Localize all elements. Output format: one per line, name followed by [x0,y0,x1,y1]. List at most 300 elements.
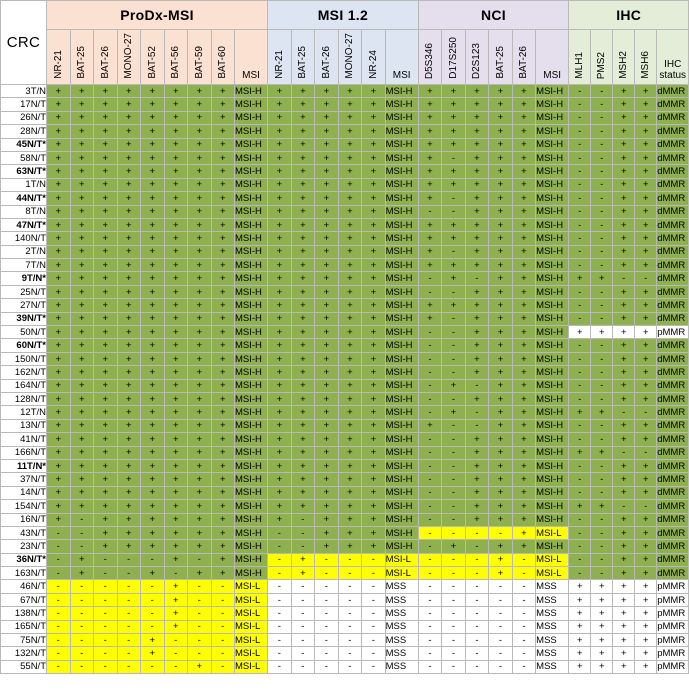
p-marker-cell: + [94,352,118,365]
n-marker-cell: + [512,125,536,138]
table-row [1,98,689,111]
m-marker-header [338,30,362,85]
p-marker-cell: + [188,165,212,178]
p-marker-cell: + [141,446,165,459]
m-marker-cell: + [291,312,315,325]
i-result-cell: dMMR [657,433,689,446]
i-marker-header [569,30,591,85]
n-result-cell: MSI-H [536,366,569,379]
i-marker-cell: + [635,379,657,392]
p-marker-cell: - [164,567,188,580]
n-marker-cell: - [512,634,536,647]
i-result-cell: pMMR [657,634,689,647]
n-marker-cell: - [418,205,442,218]
n-result-cell: MSS [536,593,569,606]
m-marker-cell: + [338,446,362,459]
m-marker-cell: - [291,513,315,526]
n-result-cell: MSI-H [536,419,569,432]
n-marker-cell: + [442,125,466,138]
m-marker-cell: + [338,98,362,111]
p-marker-cell: + [47,312,71,325]
n-result-cell: MSI-H [536,500,569,513]
m-marker-cell: + [338,326,362,339]
n-result-cell: MSI-H [536,446,569,459]
i-marker-cell: + [613,299,635,312]
i-marker-cell: - [591,553,613,566]
p-result-cell: MSI-L [235,620,268,633]
p-marker-cell: + [70,98,94,111]
m-marker-cell: + [338,285,362,298]
m-marker-cell: + [268,312,292,325]
m-marker-cell: + [315,125,339,138]
m-marker-cell: + [291,473,315,486]
m-result-cell: MSS [385,647,418,660]
n-marker-cell: - [489,660,513,673]
i-marker-cell: + [613,459,635,472]
m-marker-cell: + [362,259,386,272]
n-marker-cell: - [418,540,442,553]
n-marker-cell: + [512,259,536,272]
p-marker-cell: - [94,660,118,673]
n-result-header [536,30,569,85]
p-marker-cell: + [94,259,118,272]
crc-sample-id: 154N/T [1,500,47,513]
n-marker-cell: + [512,540,536,553]
i-marker-cell: + [635,607,657,620]
p-result-cell: MSI-H [235,459,268,472]
m-marker-cell: + [291,459,315,472]
i-marker-cell: + [613,607,635,620]
n-marker-cell: + [489,218,513,231]
p-marker-cell: + [94,111,118,124]
n-marker-cell: + [442,111,466,124]
result-label: IHC status [659,59,687,81]
i-marker-cell: - [591,540,613,553]
n-marker-cell: + [489,473,513,486]
n-marker-cell: - [418,593,442,606]
n-marker-cell: + [442,138,466,151]
n-marker-cell: - [465,580,489,593]
p-marker-cell: + [70,205,94,218]
p-marker-cell: + [94,245,118,258]
m-result-cell: MSI-H [385,459,418,472]
p-marker-cell: + [188,192,212,205]
table-row [1,138,689,151]
n-marker-cell: - [442,593,466,606]
m-marker-cell: + [338,459,362,472]
n-marker-cell: + [512,178,536,191]
m-marker-cell: + [338,473,362,486]
p-marker-cell: + [94,540,118,553]
n-marker-cell: + [489,205,513,218]
i-marker-cell: + [613,620,635,633]
p-marker-cell: + [188,205,212,218]
marker-label: MSH6 [640,51,652,79]
m-result-cell: MSS [385,660,418,673]
p-marker-cell: + [47,125,71,138]
n-result-cell: MSI-H [536,352,569,365]
n-marker-cell: - [418,526,442,539]
p-marker-cell: + [164,459,188,472]
p-marker-cell: - [47,540,71,553]
m-marker-cell: + [268,138,292,151]
i-marker-cell: + [635,138,657,151]
i-result-cell: dMMR [657,567,689,580]
p-result-cell: MSI-H [235,433,268,446]
crc-sample-id: 45N/T* [1,138,47,151]
n-result-cell: MSI-H [536,178,569,191]
m-marker-cell: + [268,178,292,191]
n-result-cell: MSI-H [536,459,569,472]
m-marker-cell: + [315,98,339,111]
p-marker-cell: + [188,339,212,352]
p-result-header [235,30,268,85]
table-body [1,85,689,674]
crc-sample-id: 166N/T [1,446,47,459]
n-marker-cell: - [512,660,536,673]
i-result-cell: dMMR [657,540,689,553]
n-marker-cell: - [418,634,442,647]
i-marker-cell: - [569,299,591,312]
i-marker-cell: - [591,205,613,218]
p-marker-cell: + [141,379,165,392]
m-marker-cell: + [291,419,315,432]
m-result-cell: MSI-H [385,245,418,258]
m-marker-cell: + [362,513,386,526]
p-marker-cell: + [141,232,165,245]
p-marker-cell: + [188,85,212,98]
n-marker-cell: - [418,620,442,633]
table-row [1,446,689,459]
p-marker-cell: + [70,352,94,365]
m-marker-cell: + [315,526,339,539]
n-marker-cell: - [418,366,442,379]
i-result-cell: dMMR [657,486,689,499]
i-marker-cell: - [569,125,591,138]
m-marker-cell: + [362,540,386,553]
p-marker-cell: + [141,98,165,111]
m-result-cell: MSI-H [385,111,418,124]
table-row [1,634,689,647]
p-marker-cell: - [211,647,235,660]
n-marker-cell: + [489,433,513,446]
i-result-cell: dMMR [657,526,689,539]
n-marker-cell: + [489,165,513,178]
p-marker-cell: + [211,446,235,459]
p-marker-cell: + [141,151,165,164]
p-marker-cell: + [47,85,71,98]
p-marker-cell: + [188,379,212,392]
p-marker-cell: - [211,634,235,647]
marker-label: BAT-25 [297,46,309,79]
m-marker-cell: + [291,339,315,352]
p-result-cell: MSI-L [235,593,268,606]
p-result-cell: MSI-H [235,366,268,379]
p-marker-cell: + [211,245,235,258]
p-marker-cell: + [117,245,141,258]
marker-label: D17S250 [447,37,459,79]
m-marker-cell: + [362,85,386,98]
table-row [1,392,689,405]
i-marker-cell: + [613,486,635,499]
n-marker-cell: - [442,553,466,566]
n-marker-cell: + [512,433,536,446]
p-marker-cell: + [211,151,235,164]
marker-label: BAT-26 [99,46,111,79]
p-marker-cell: - [141,607,165,620]
m-marker-cell: - [338,660,362,673]
n-marker-cell: + [489,339,513,352]
i-marker-cell: - [569,526,591,539]
marker-label: BAT-59 [193,46,205,79]
m-result-cell: MSI-L [385,553,418,566]
m-marker-cell: - [291,540,315,553]
m-marker-cell: + [268,111,292,124]
m-marker-cell: - [338,620,362,633]
n-result-cell: MSI-H [536,98,569,111]
table-row [1,379,689,392]
p-marker-cell: + [164,111,188,124]
m-marker-cell: - [268,607,292,620]
p-marker-cell: + [164,165,188,178]
m-marker-cell: + [315,205,339,218]
n-marker-cell: - [442,205,466,218]
p-marker-cell: + [164,486,188,499]
n-marker-cell: - [418,339,442,352]
n-result-cell: MSI-H [536,232,569,245]
n-result-cell: MSS [536,580,569,593]
i-marker-cell: - [591,567,613,580]
crc-sample-id: 1T/N [1,178,47,191]
m-marker-cell: - [268,634,292,647]
p-marker-cell: + [211,406,235,419]
n-marker-cell: - [489,580,513,593]
n-marker-cell: + [489,192,513,205]
p-marker-cell: + [117,151,141,164]
i-marker-cell: - [569,486,591,499]
crc-sample-id: 41N/T [1,433,47,446]
m-marker-cell: + [268,151,292,164]
p-marker-cell: + [141,111,165,124]
m-marker-cell: + [362,446,386,459]
p-marker-cell: - [47,607,71,620]
n-marker-cell: + [465,192,489,205]
i-marker-cell: - [591,513,613,526]
n-marker-cell: - [489,647,513,660]
p-marker-cell: + [211,553,235,566]
p-marker-cell: + [141,326,165,339]
p-marker-cell: + [188,178,212,191]
m-marker-cell: + [268,232,292,245]
p-marker-cell: + [117,312,141,325]
p-marker-cell: + [117,125,141,138]
i-marker-cell: - [569,567,591,580]
m-marker-cell: - [315,580,339,593]
m-marker-cell: + [315,513,339,526]
crc-sample-id: 23N/T [1,540,47,553]
m-marker-cell: + [268,218,292,231]
p-marker-cell: + [94,366,118,379]
n-result-cell: MSI-H [536,205,569,218]
p-marker-cell: - [70,647,94,660]
i-marker-cell: - [569,459,591,472]
n-marker-cell: - [442,620,466,633]
n-marker-cell: + [418,85,442,98]
p-marker-header [117,30,141,85]
p-marker-cell: - [70,620,94,633]
i-marker-cell: - [591,526,613,539]
crc-sample-id: 47N/T* [1,218,47,231]
i-marker-cell: - [591,486,613,499]
n-marker-cell: - [489,620,513,633]
m-marker-cell: - [362,647,386,660]
n-marker-cell: + [512,272,536,285]
m-marker-cell: + [291,486,315,499]
n-marker-cell: + [489,540,513,553]
p-marker-cell: - [70,513,94,526]
i-marker-cell: + [613,232,635,245]
i-result-cell: dMMR [657,232,689,245]
p-marker-cell: - [94,567,118,580]
m-marker-cell: + [338,138,362,151]
crc-sample-id: 7T/N [1,259,47,272]
i-marker-cell: + [613,593,635,606]
crc-sample-id: 16N/T [1,513,47,526]
m-result-cell: MSI-H [385,299,418,312]
table-row [1,272,689,285]
m-result-cell: MSI-H [385,352,418,365]
n-marker-cell: + [418,312,442,325]
p-marker-cell: + [70,339,94,352]
p-marker-cell: + [47,165,71,178]
n-marker-cell: + [489,299,513,312]
n-marker-cell: + [489,259,513,272]
table-row [1,553,689,566]
i-marker-cell: + [613,352,635,365]
p-marker-cell: - [164,660,188,673]
p-marker-cell: + [211,433,235,446]
n-marker-cell: + [465,98,489,111]
p-marker-cell: + [211,526,235,539]
i-marker-cell: + [635,580,657,593]
p-marker-cell: + [211,567,235,580]
table-row [1,192,689,205]
m-marker-cell: - [362,580,386,593]
n-marker-cell: + [465,513,489,526]
p-marker-cell: + [164,192,188,205]
table-row [1,352,689,365]
table-row [1,526,689,539]
p-marker-cell: + [211,125,235,138]
i-result-cell: dMMR [657,392,689,405]
p-marker-cell: + [47,352,71,365]
n-marker-cell: + [418,218,442,231]
p-marker-cell: + [211,540,235,553]
p-marker-cell: - [47,634,71,647]
p-marker-cell: + [70,459,94,472]
table-row [1,111,689,124]
m-marker-cell: - [291,647,315,660]
p-marker-cell: + [188,326,212,339]
p-marker-cell: + [164,285,188,298]
n-result-cell: MSS [536,634,569,647]
p-marker-cell: + [47,379,71,392]
m-marker-cell: - [338,647,362,660]
p-marker-cell: + [94,192,118,205]
m-marker-cell: + [291,138,315,151]
i-marker-cell: + [613,540,635,553]
m-result-cell: MSI-H [385,526,418,539]
m-marker-cell: + [315,379,339,392]
m-marker-cell: + [291,567,315,580]
p-marker-cell: + [188,500,212,513]
table-row [1,151,689,164]
table-row [1,647,689,660]
m-result-cell: MSS [385,580,418,593]
p-marker-cell: + [188,366,212,379]
m-marker-cell: + [268,245,292,258]
i-marker-cell: - [569,138,591,151]
m-marker-cell: + [268,419,292,432]
n-marker-cell: - [418,647,442,660]
n-result-cell: MSS [536,660,569,673]
p-marker-cell: + [117,486,141,499]
n-marker-cell: + [418,165,442,178]
n-marker-cell: + [442,98,466,111]
n-result-cell: MSI-H [536,339,569,352]
p-marker-cell: - [117,634,141,647]
p-marker-cell: + [117,419,141,432]
i-marker-cell: - [591,125,613,138]
n-marker-cell: + [512,299,536,312]
p-marker-cell: + [94,98,118,111]
i-marker-cell: + [635,285,657,298]
p-marker-cell: + [141,138,165,151]
n-marker-cell: - [465,379,489,392]
i-marker-cell: + [591,660,613,673]
nci-group-header: NCI [418,1,569,30]
m-marker-cell: + [315,165,339,178]
i-result-cell: pMMR [657,620,689,633]
p-marker-cell: + [211,285,235,298]
i-marker-cell: + [613,165,635,178]
p-marker-cell: + [211,205,235,218]
p-marker-cell: - [47,553,71,566]
p-marker-cell: + [211,392,235,405]
i-result-cell: pMMR [657,580,689,593]
n-result-cell: MSI-H [536,285,569,298]
p-marker-cell: + [94,205,118,218]
table-row [1,232,689,245]
p-marker-cell: + [70,85,94,98]
p-marker-cell: + [164,299,188,312]
p-marker-cell: + [164,620,188,633]
i-marker-cell: - [591,151,613,164]
n-marker-cell: - [465,419,489,432]
p-marker-cell: + [141,513,165,526]
i-result-cell: dMMR [657,339,689,352]
m-marker-cell: + [362,473,386,486]
p-result-cell: MSI-H [235,392,268,405]
m-result-cell: MSI-H [385,406,418,419]
m-marker-cell: + [268,473,292,486]
m-marker-cell: + [362,419,386,432]
n-marker-cell: - [418,459,442,472]
n-result-cell: MSS [536,607,569,620]
m-marker-cell: + [362,392,386,405]
m-marker-cell: - [268,540,292,553]
crc-sample-id: 128N/T [1,392,47,405]
